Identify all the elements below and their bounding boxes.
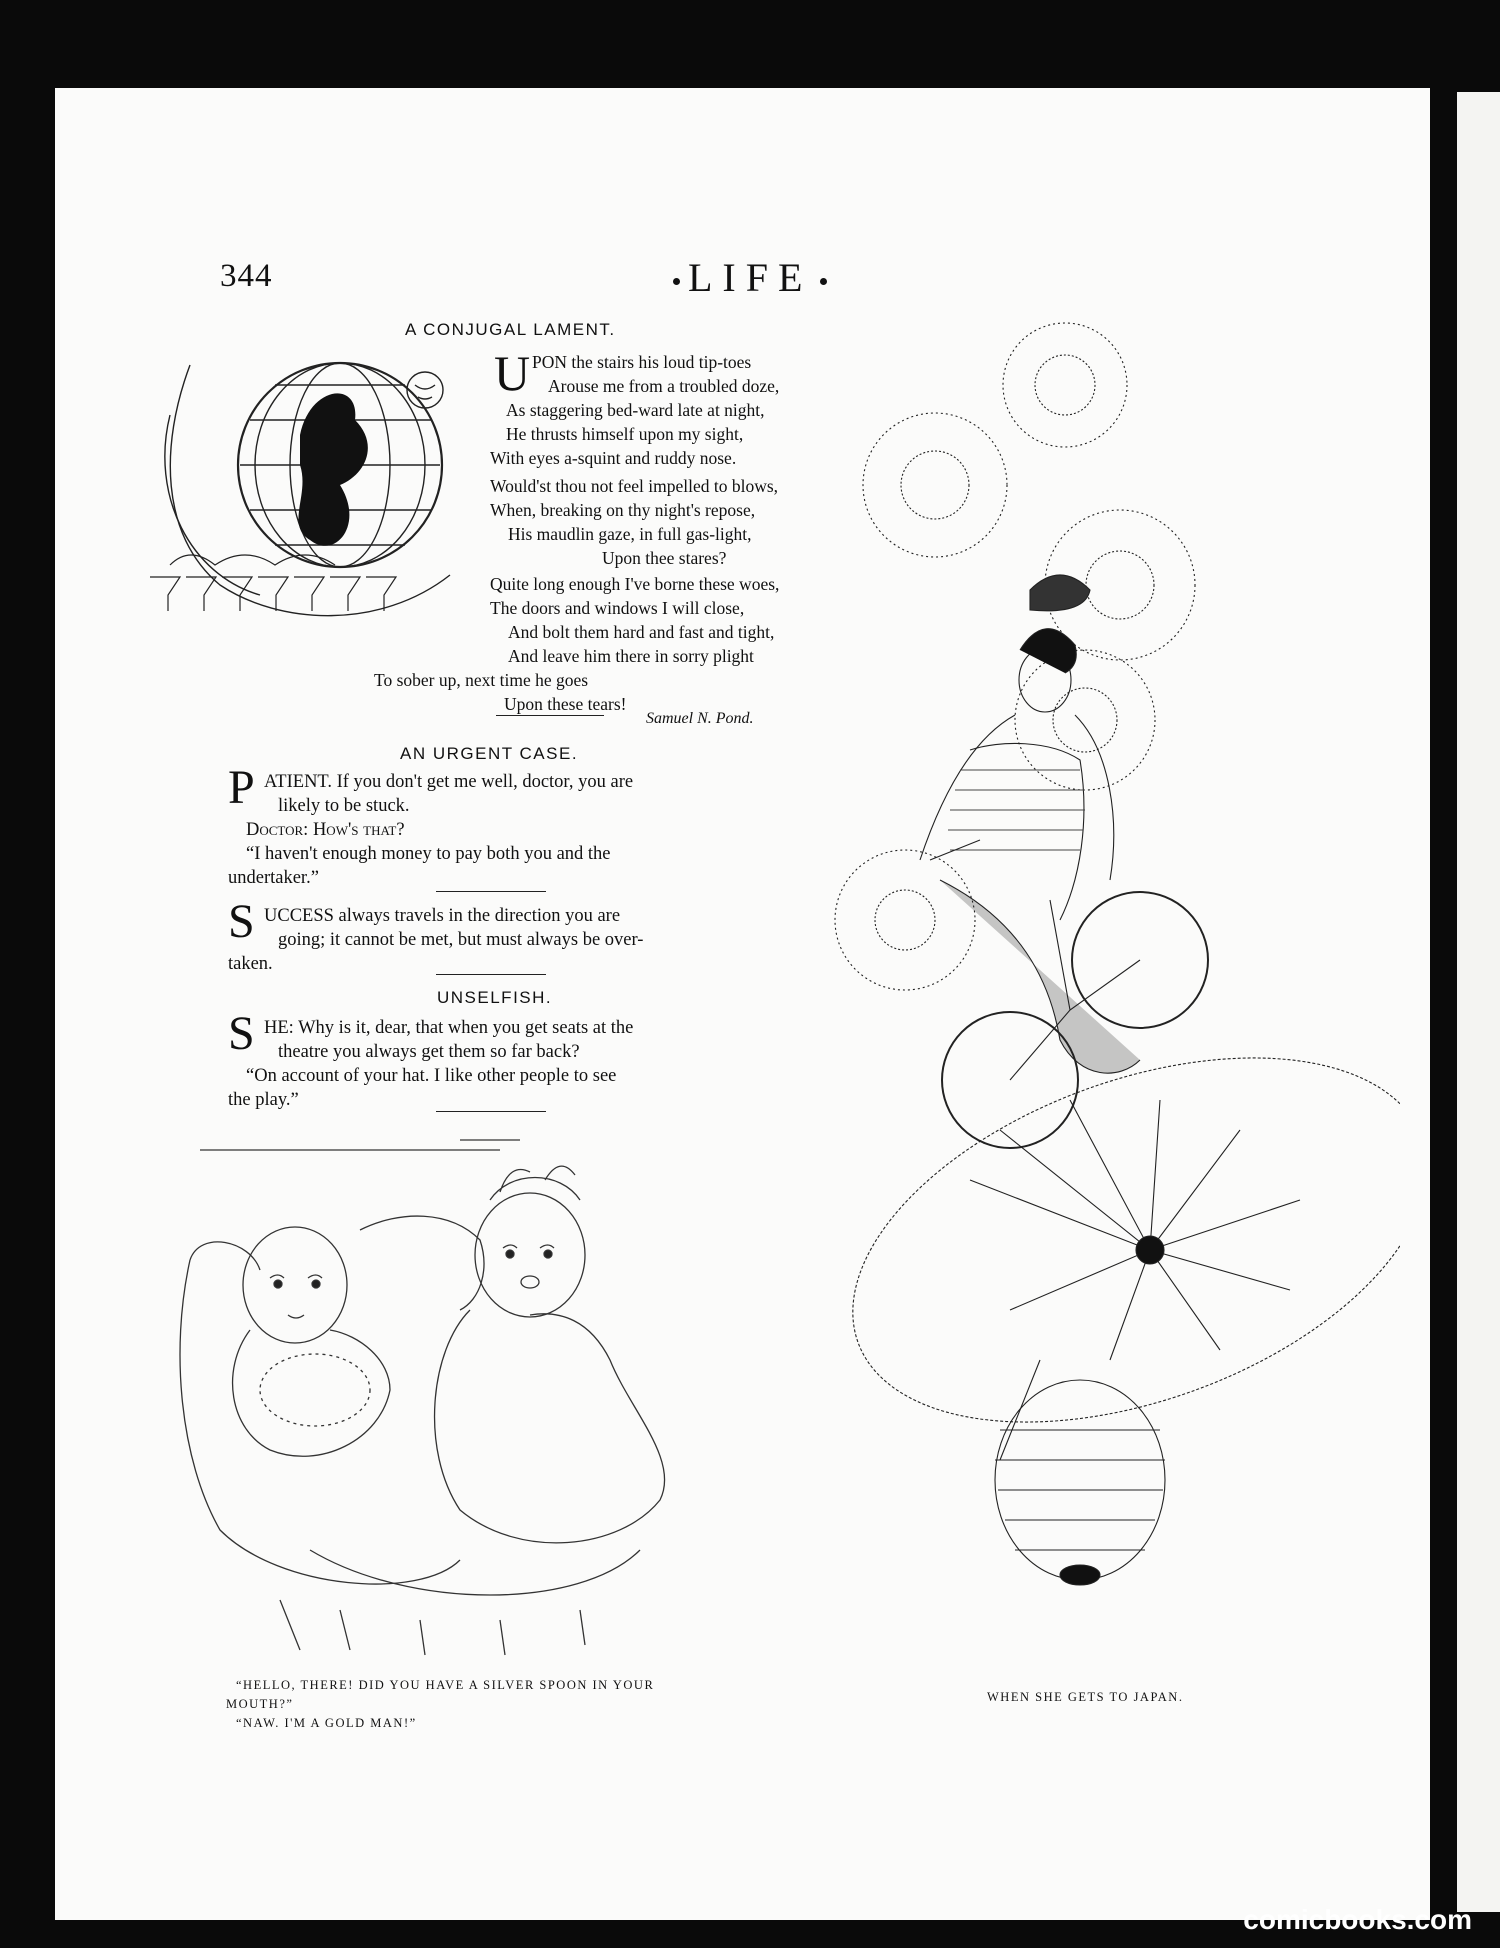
urgent-case-line: undertaker.” <box>228 868 319 888</box>
poem-line: With eyes a-squint and ruddy nose. <box>490 448 737 468</box>
japan-cyclist-illustration <box>820 320 1400 1660</box>
urgent-case-line: likely to be stuck. <box>278 796 410 816</box>
poem-line: As staggering bed-ward late at night, <box>506 400 765 420</box>
divider-rule <box>436 1111 546 1112</box>
urgent-case-title: AN URGENT CASE. <box>400 744 579 763</box>
watermark-logo: comicbooks.com <box>1243 1904 1472 1935</box>
masthead-title: LIFE <box>688 255 813 300</box>
poem-line: Upon thee stares? <box>602 548 727 568</box>
poem-line: The doors and windows I will close, <box>490 598 745 618</box>
poem-line: And leave him there in sorry plight <box>508 646 754 666</box>
poem-line: When, breaking on thy night's repose, <box>490 500 756 520</box>
urgent-case-dropcap: P <box>228 761 255 814</box>
binding-gutter <box>1430 88 1442 1920</box>
masthead-dot-left <box>673 278 680 285</box>
poem-line: His maudlin gaze, in full gas-light, <box>508 524 752 544</box>
babies-caption-line: “NAW. I'M A GOLD MAN!” <box>236 1716 417 1730</box>
japan-caption: WHEN SHE GETS TO JAPAN. <box>987 1690 1184 1704</box>
poem-line: Quite long enough I've borne these woes, <box>490 574 780 594</box>
poem-line: And bolt them hard and fast and tight, <box>508 622 775 642</box>
poem-title: A CONJUGAL LAMENT. <box>405 320 616 339</box>
poem-line: Arouse me from a troubled doze, <box>548 376 780 396</box>
unselfish-title: UNSELFISH. <box>437 988 553 1007</box>
page-number: 344 <box>220 258 273 294</box>
poem-line: Would'st thou not feel impelled to blows, <box>490 476 779 496</box>
unselfish-line: theatre you always get them so far back? <box>278 1042 580 1062</box>
babies-caption-line: MOUTH?” <box>226 1697 294 1711</box>
divider-rule <box>436 974 546 975</box>
chrysanthemum-flowers <box>835 323 1195 990</box>
success-line: taken. <box>228 954 273 974</box>
poem-signature: Samuel N. Pond. <box>646 710 754 727</box>
urgent-case-line: Doctor: How's that? <box>246 820 405 840</box>
poem-line: Upon these tears! <box>504 694 627 714</box>
unselfish-line: the play.” <box>228 1090 299 1110</box>
urgent-case-line: “I haven't enough money to pay both you and the <box>246 844 611 864</box>
unselfish-line: “On account of your hat. I like other people to see <box>246 1066 617 1086</box>
poem-line: PON the stairs his loud tip-toes <box>532 352 752 372</box>
globe-illustration <box>150 325 480 655</box>
babies-illustration <box>160 1130 760 1670</box>
adjacent-page-edge <box>1457 92 1500 1912</box>
success-line: UCCESS always travels in the direction you are <box>264 906 621 926</box>
urgent-case-line: ATIENT. If you don't get me well, doctor, you are <box>264 772 634 792</box>
masthead-dot-right <box>820 278 827 285</box>
poem-line: He thrusts himself upon my sight, <box>506 424 744 444</box>
divider-rule <box>496 715 604 716</box>
masthead <box>665 254 835 301</box>
unselfish-dropcap: S <box>228 1007 255 1060</box>
babies-caption-line: “HELLO, THERE! DID YOU HAVE A SILVER SPOON IN YOUR <box>236 1678 655 1692</box>
urgent-case-body <box>228 761 763 888</box>
poem-dropcap: U <box>494 345 531 401</box>
poem-line: To sober up, next time he goes <box>374 670 589 690</box>
unselfish-line: HE: Why is it, dear, that when you get seats at the <box>264 1018 634 1038</box>
divider-rule <box>436 891 546 892</box>
success-line: going; it cannot be met, but must always be over- <box>278 930 644 950</box>
success-dropcap: S <box>228 895 255 948</box>
